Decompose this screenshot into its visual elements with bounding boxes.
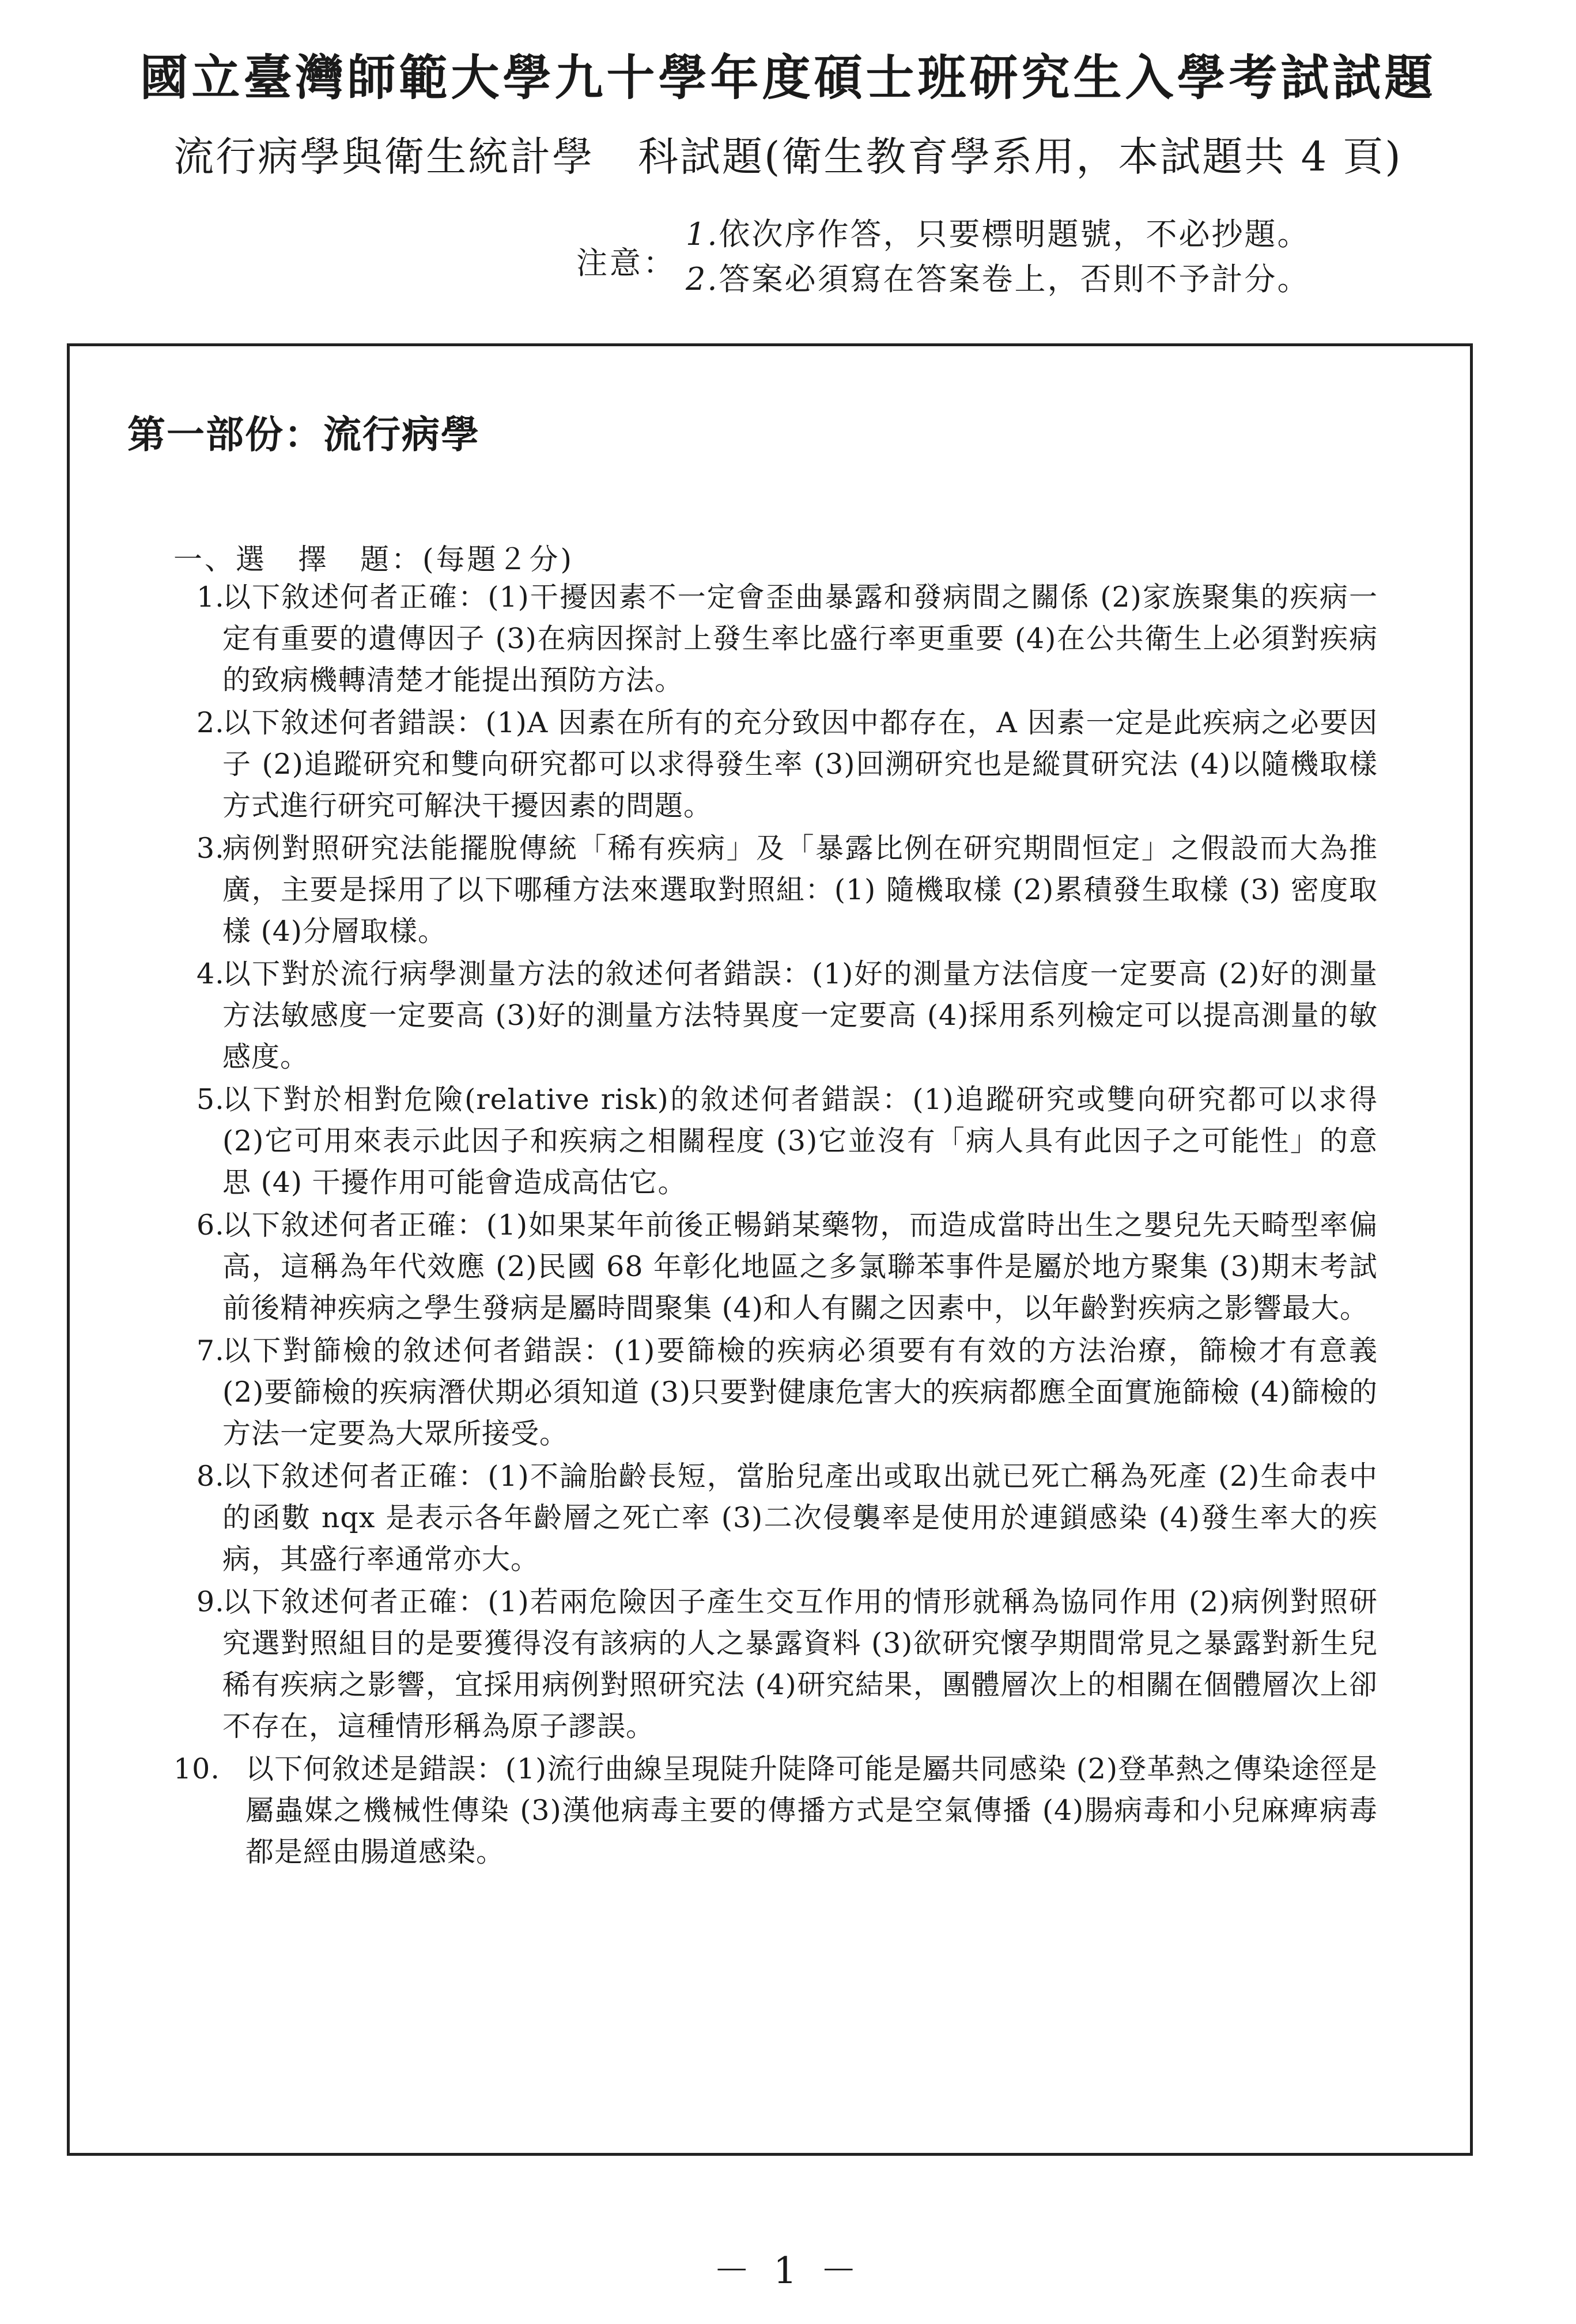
question-text: 以下敘述何者正確：(1)如果某年前後正暢銷某藥物，而造成當時出生之嬰兒先天畸型率偏高，這稱為年代效應 (2)民國 68 年彰化地區之多氯聯苯事件是屬於地方聚集 (3)期末考試前後精神疾病之學生發病是屬時間聚集 (4)和人有關之因素中，以年齡對疾病之影響最大。 (222, 1209, 1378, 1324)
notice-number: 2. (686, 261, 719, 297)
question-number: 6. (196, 1209, 225, 1242)
question-number: 9. (196, 1585, 225, 1618)
question-text: 以下敘述何者正確：(1)干擾因素不一定會歪曲暴露和發病間之關係 (2)家族聚集的疾病一定有重要的遺傳因子 (3)在病因探討上發生率比盛行率更重要 (4)在公共衛生上必須對疾病的致病機轉清楚才能提出預防方法。 (222, 581, 1378, 697)
question-box (67, 343, 1473, 2156)
question-item (196, 953, 1378, 1078)
subject-name: 流行病學與衛生統計學 (173, 133, 595, 180)
notice-item (686, 212, 1310, 257)
notice-block (576, 212, 1556, 304)
notice-label: 注意： (576, 245, 676, 281)
question-number: 10. (173, 1753, 220, 1785)
question-item (173, 1748, 1378, 1873)
question-text: 病例對照研究法能擺脫傳統「稀有疾病」及「暴露比例在研究期間恒定」之假設而大為推廣，主要是採用了以下哪種方法來選取對照組：(1) 隨機取樣 (2)累積發生取樣 (3) 密度取樣 (4)分層取樣。 (222, 832, 1378, 948)
question-item (196, 1079, 1378, 1203)
subject-gap (594, 133, 638, 180)
question-item (196, 1330, 1378, 1455)
question-number: 1. (196, 581, 225, 614)
question-number: 8. (196, 1460, 225, 1493)
question-number: 5. (196, 1083, 225, 1116)
question-text: 以下何敘述是錯誤：(1)流行曲線呈現陡升陡降可能是屬共同感染 (2)登革熱之傳染途徑是屬蟲媒之機械性傳染 (3)漢他病毒主要的傳播方式是空氣傳播 (4)腸病毒和小兒麻痺病毒都是經由腸道感染。 (245, 1753, 1378, 1868)
question-number: 4. (196, 957, 225, 990)
subject-line (0, 128, 1576, 186)
question-item (196, 1456, 1378, 1580)
question-text: 以下敘述何者正確：(1)若兩危險因子產生交互作用的情形就稱為協同作用 (2)病例對照研究選對照組目的是要獲得沒有該病的人之暴露資料 (3)欲研究懷孕期間常見之暴露對新生兒稀有疾病之影響，宜採用病例對照研究法 (4)研究結果，團體層次上的相關在個體層次上卻不存在，這種情形稱為原子謬誤。 (222, 1585, 1378, 1743)
question-number: 7. (196, 1334, 225, 1367)
question-item (196, 828, 1378, 952)
question-number: 2. (196, 706, 225, 739)
question-number: 3. (196, 832, 225, 865)
question-text: 以下敘述何者錯誤：(1)A 因素在所有的充分致因中都存在，A 因素一定是此疾病之必要因子 (2)追蹤研究和雙向研究都可以求得發生率 (3)回溯研究也是縱貫研究法 (4)以隨機取樣方式進行研究可解決干擾因素的問題。 (222, 706, 1378, 822)
notice-text: 依次序作答，只要標明題號，不必抄題。 (719, 216, 1310, 252)
question-type-heading: 一、選 擇 題：(每題２分) (173, 543, 575, 576)
question-item (196, 1205, 1378, 1329)
subject-suffix: 科試題(衛生教育學系用，本試題共 4 頁) (638, 133, 1403, 180)
question-item (196, 1581, 1378, 1747)
notice-item (686, 257, 1310, 302)
notice-text: 答案必須寫在答案卷上，否則不予計分。 (719, 261, 1310, 297)
exam-title: 國立臺灣師範大學九十學年度碩士班研究生入學考試試題 (139, 49, 1437, 106)
question-item (196, 577, 1378, 701)
question-text: 以下對於相對危險(relative risk)的敘述何者錯誤：(1)追蹤研究或雙向研究都可以求得 (2)它可用來表示此因子和疾病之相關程度 (3)它並沒有「病人具有此因子之可能性」的意思 (4) 干擾作用可能會造成高估它。 (222, 1083, 1378, 1199)
question-list (173, 577, 1378, 1874)
notice-list (686, 212, 1310, 302)
question-text: 以下對於流行病學測量方法的敘述何者錯誤：(1)好的測量方法信度一定要高 (2)好的測量方法敏感度一定要高 (3)好的測量方法特異度一定要高 (4)採用系列檢定可以提高測量的敏感度。 (222, 957, 1378, 1073)
question-text: 以下對篩檢的敘述何者錯誤：(1)要篩檢的疾病必須要有有效的方法治療，篩檢才有意義 (2)要篩檢的疾病潛伏期必須知道 (3)只要對健康危害大的疾病都應全面實施篩檢 (4)篩檢的方法一定要為大眾所接受。 (222, 1334, 1378, 1450)
page-number: － 1 － (713, 2250, 863, 2292)
question-text: 以下敘述何者正確：(1)不論胎齡長短，當胎兒產出或取出就已死亡稱為死產 (2)生命表中的函數 nqx 是表示各年齡層之死亡率 (3)二次侵襲率是使用於連鎖感染 (4)發生率大的疾病，其盛行率通常亦大。 (222, 1460, 1378, 1576)
notice-number: 1. (686, 216, 719, 252)
section-title: 第一部份：流行病學 (127, 412, 480, 457)
question-item (196, 702, 1378, 827)
